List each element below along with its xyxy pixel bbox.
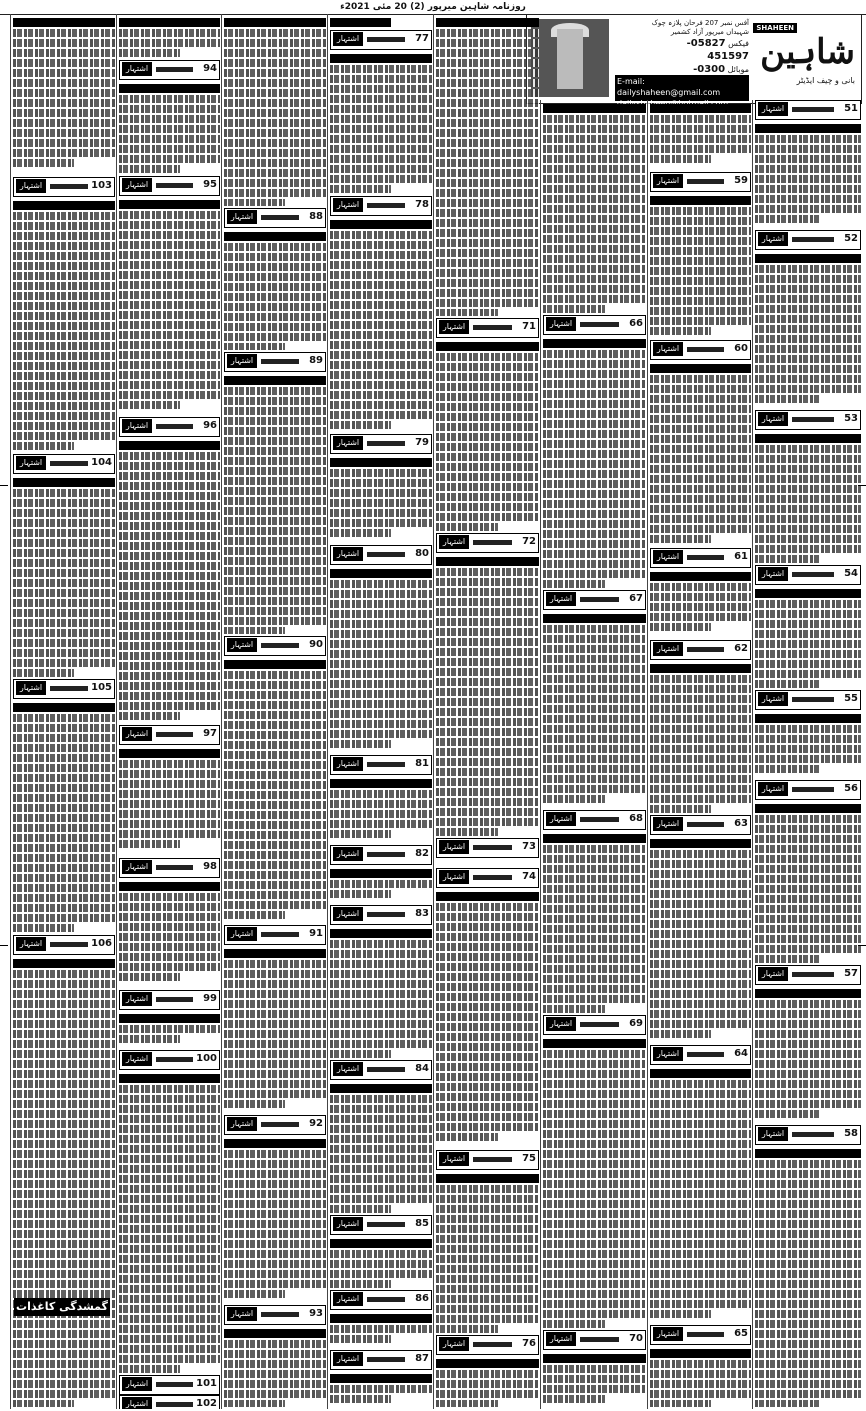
ad-number-box: [755, 230, 861, 250]
ad-number-box: [436, 1335, 539, 1355]
ad-number-box: [119, 176, 220, 196]
masthead: [526, 14, 862, 104]
ad-number-box: [543, 1015, 646, 1035]
ad-number-box: [224, 352, 326, 372]
ad-label: اشتہار: [333, 907, 363, 921]
ad-number: 54: [844, 568, 858, 579]
ad-label: اشتہار: [439, 1152, 469, 1166]
ad-text-block: [330, 456, 432, 543]
ad-number: 95: [203, 179, 217, 190]
ad-number-box: [436, 838, 539, 858]
ad-number-box: [543, 590, 646, 610]
ad-number-box: [650, 340, 751, 360]
ad-number-box: [755, 690, 861, 710]
ad-number: 66: [629, 318, 643, 329]
ad-text-block: [755, 1147, 861, 1407]
column-8: [10, 14, 117, 1409]
ad-number-box: [543, 1330, 646, 1350]
logo-title: شاہین: [760, 32, 855, 72]
ad-label: اشتہار: [333, 1352, 363, 1366]
ad-number-box: [755, 965, 861, 985]
ad-number: 81: [415, 758, 429, 769]
ad-number: 85: [415, 1218, 429, 1229]
ad-text-block: [650, 662, 751, 813]
ad-label: اشتہار: [333, 757, 363, 771]
ad-text-block: [650, 570, 751, 638]
ad-text-block: [755, 587, 861, 688]
ad-label: اشتہار: [333, 436, 363, 450]
ad-number: 53: [844, 413, 858, 424]
ad-number-box: [543, 810, 646, 830]
ad-number-box: [755, 1125, 861, 1145]
ad-text-block: [755, 712, 861, 778]
ad-text-block: [650, 102, 751, 170]
ad-number-box: [650, 548, 751, 568]
ad-text-block: [119, 82, 220, 174]
ad-label: اشتہار: [653, 1047, 683, 1061]
ad-label: اشتہار: [546, 592, 576, 606]
column-1: [752, 100, 863, 1409]
editor-line: بانی و چیف ایڈیٹر: [796, 76, 855, 85]
ad-label: اشتہار: [227, 638, 257, 652]
ad-text-block: [543, 832, 646, 1013]
ad-text-block: [650, 194, 751, 338]
ad-number-box: [650, 1325, 751, 1345]
ad-label: اشتہار: [122, 727, 152, 741]
ad-number-box: [436, 533, 539, 553]
ad-text-block: [436, 555, 539, 836]
ad-number-box: [119, 725, 220, 745]
ad-label: اشتہار: [333, 547, 363, 561]
ad-label: اشتہار: [758, 232, 788, 246]
ad-label: اشتہار: [758, 782, 788, 796]
ad-text-block: [650, 1347, 751, 1407]
ad-number: 65: [734, 1328, 748, 1339]
ad-number: 89: [309, 355, 323, 366]
ad-text-block: [13, 476, 115, 677]
cut-mark: [858, 485, 866, 486]
ad-number-box: [330, 196, 432, 216]
ad-number: 63: [734, 818, 748, 829]
ad-number: 84: [415, 1063, 429, 1074]
ad-number: 79: [415, 437, 429, 448]
ad-label: اشتہار: [439, 320, 469, 334]
ad-label: اشتہار: [758, 102, 788, 116]
office-address: آفس نمبر 207 فرحان پلازہ چوک شہیداں میرپور آزاد کشمیر: [651, 19, 749, 36]
column-6: [221, 14, 328, 1409]
ad-number: 106: [91, 938, 112, 949]
ad-number-box: [330, 1350, 432, 1370]
ad-number-box: [330, 434, 432, 454]
ad-text-block: [330, 218, 432, 432]
ad-number-box: [119, 1050, 220, 1070]
ad-text-block: [650, 837, 751, 1043]
ad-number: 59: [734, 175, 748, 186]
ad-text-block: [543, 102, 646, 313]
ad-text-block: [224, 16, 326, 206]
ad-text-block: [755, 802, 861, 963]
ad-number: 93: [309, 1308, 323, 1319]
ad-text-block: [755, 252, 861, 408]
ad-text-block: [330, 927, 432, 1058]
column-2: [647, 100, 753, 1409]
ad-label: اشتہار: [333, 847, 363, 861]
ad-number: 82: [415, 848, 429, 859]
ad-number: 83: [415, 908, 429, 919]
ad-number-box: [650, 172, 751, 192]
ad-number-box: [119, 417, 220, 437]
column-3: [540, 100, 648, 1409]
ad-number-box: [650, 1045, 751, 1065]
ad-number: 91: [309, 928, 323, 939]
ad-label: اشتہار: [653, 1327, 683, 1341]
ad-number: 99: [203, 993, 217, 1004]
ad-number: 86: [415, 1293, 429, 1304]
ad-label: اشتہار: [546, 1332, 576, 1346]
ad-label: اشتہار: [227, 354, 257, 368]
ad-label: اشتہار: [122, 992, 152, 1006]
ad-label: اشتہار: [122, 1377, 152, 1391]
logo: [753, 17, 859, 87]
ad-number: 75: [522, 1153, 536, 1164]
ad-text-block: [330, 16, 432, 28]
ad-number: 70: [629, 1333, 643, 1344]
ad-number-box: [330, 1290, 432, 1310]
ad-number: 64: [734, 1048, 748, 1059]
date-line: روزنامہ شاہین میرپور (2) 20 مئی 2021ء: [0, 0, 866, 15]
ad-text-block: [330, 1312, 432, 1348]
ad-text-block: [755, 987, 861, 1123]
logo-badge: SHAHEEN: [753, 23, 797, 33]
ad-number: 92: [309, 1118, 323, 1129]
ad-number-box: [330, 545, 432, 565]
ad-text-block: [119, 880, 220, 988]
ad-number-box: [119, 858, 220, 878]
ad-text-block: [119, 198, 220, 415]
ad-label: اشتہار: [546, 317, 576, 331]
ad-label: اشتہار: [653, 550, 683, 564]
ad-label: اشتہار: [439, 840, 469, 854]
monument-photo: [531, 19, 609, 97]
ad-number-box: [755, 565, 861, 585]
ad-label: اشتہار: [653, 342, 683, 356]
ad-label: اشتہار: [227, 927, 257, 941]
ad-label: اشتہار: [758, 412, 788, 426]
ad-number-box: [13, 679, 115, 699]
ad-text-block: [543, 1352, 646, 1407]
mobile-number: 0300-: [693, 64, 726, 75]
ad-number-box: [436, 1150, 539, 1170]
ad-number: 105: [91, 682, 112, 693]
ad-text-block: [13, 957, 115, 1407]
ad-number: 62: [734, 643, 748, 654]
ad-number-box: [119, 1375, 220, 1395]
ad-text-block: [436, 1357, 539, 1407]
ad-number: 73: [522, 841, 536, 852]
ad-label: اشتہار: [333, 198, 363, 212]
column-7: [116, 14, 222, 1409]
ad-number: 60: [734, 343, 748, 354]
ad-number: 56: [844, 783, 858, 794]
ad-number-box: [330, 1215, 432, 1235]
ad-text-block: [543, 612, 646, 808]
ad-label: اشتہار: [333, 1062, 363, 1076]
ad-label: اشتہار: [758, 567, 788, 581]
ad-label: اشتہار: [653, 174, 683, 188]
ad-number: 71: [522, 321, 536, 332]
ad-label: اشتہار: [122, 62, 152, 76]
ad-label: اشتہار: [653, 642, 683, 656]
ad-number-box: [224, 1115, 326, 1135]
ad-number-box: [224, 208, 326, 228]
ad-number: 103: [91, 180, 112, 191]
ad-number: 78: [415, 199, 429, 210]
ad-number: 67: [629, 593, 643, 604]
ad-text-block: [436, 340, 539, 531]
ad-label: اشتہار: [758, 967, 788, 981]
ad-label: اشتہار: [333, 1292, 363, 1306]
ad-label: اشتہار: [227, 1307, 257, 1321]
ad-number: 72: [522, 536, 536, 547]
ad-number-box: [224, 925, 326, 945]
ad-number: 77: [415, 33, 429, 44]
ad-text-block: [330, 1237, 432, 1288]
ad-number-box: [755, 410, 861, 430]
ad-label: اشتہار: [122, 1052, 152, 1066]
ad-text-block: [13, 199, 115, 452]
ad-label: اشتہار: [439, 535, 469, 549]
ad-text-block: [13, 16, 115, 175]
ad-number: 69: [629, 1018, 643, 1029]
ad-text-block: [119, 1072, 220, 1373]
ad-number-box: [224, 636, 326, 656]
email-1: dailyshaheen@gmail.com: [617, 88, 721, 97]
ad-label: اشتہار: [122, 178, 152, 192]
ad-number-box: [755, 100, 861, 120]
column-4: [433, 14, 541, 1409]
ad-label: اشتہار: [16, 456, 46, 470]
ad-number: 94: [203, 63, 217, 74]
ad-label: اشتہار: [16, 179, 46, 193]
ad-number: 100: [196, 1053, 217, 1064]
ad-number: 90: [309, 639, 323, 650]
ad-number-box: [330, 1060, 432, 1080]
ad-number: 88: [309, 211, 323, 222]
ad-number-box: [650, 815, 751, 835]
ad-label: اشتہار: [758, 1127, 788, 1141]
ad-text-block: [224, 374, 326, 634]
ad-text-block: [224, 947, 326, 1113]
ad-text-block: [436, 1172, 539, 1333]
ad-number: 80: [415, 548, 429, 559]
cut-mark: [0, 485, 8, 486]
ad-number-box: [330, 845, 432, 865]
ad-number: 58: [844, 1128, 858, 1139]
ad-text-block: [224, 230, 326, 350]
ad-text-block: [543, 337, 646, 588]
ad-text-block: [755, 122, 861, 228]
ad-number: 68: [629, 813, 643, 824]
ad-number: 57: [844, 968, 858, 979]
ad-number-box: [119, 60, 220, 80]
ad-number-box: [13, 935, 115, 955]
ad-text-block: [330, 777, 432, 843]
ad-text-block: [119, 1012, 220, 1048]
ad-number-box: [330, 30, 432, 50]
ad-text-block: [330, 1372, 432, 1407]
ad-text-block: [543, 1037, 646, 1328]
column-5: [327, 14, 434, 1409]
ad-number: 97: [203, 728, 217, 739]
fax-number: 05827-451597: [686, 38, 749, 62]
ad-label: اشتہار: [758, 692, 788, 706]
ad-number: 101: [196, 1378, 217, 1389]
ad-text-block: [755, 432, 861, 563]
ad-number: 104: [91, 457, 112, 468]
contact-block: آفس نمبر 207 فرحان پلازہ چوک شہیداں میرپور آزاد کشمیر فیکس 05827-451597 موبائل 0300-: [649, 19, 749, 89]
ad-number: 52: [844, 233, 858, 244]
ad-number-box: [119, 1395, 220, 1409]
ad-label: اشتہار: [546, 1017, 576, 1031]
ad-number-box: [436, 868, 539, 888]
ad-label: اشتہار: [546, 812, 576, 826]
ad-text-block: [436, 16, 539, 316]
ad-text-block: [650, 362, 751, 546]
ad-text-block: [330, 567, 432, 753]
ad-label: اشتہار: [333, 32, 363, 46]
ad-text-block: [224, 1327, 326, 1407]
ad-label: اشتہار: [122, 860, 152, 874]
email-box: E-mail: dailyshaheen@gmail.com: [615, 75, 749, 101]
ad-text-block: [224, 658, 326, 923]
ad-label: اشتہار: [122, 1397, 152, 1409]
ad-text-block: [119, 439, 220, 723]
ad-number-box: [13, 454, 115, 474]
ad-label: اشتہار: [16, 937, 46, 951]
ad-text-block: [330, 52, 432, 194]
ad-label: اشتہار: [439, 1337, 469, 1351]
ad-label: اشتہار: [227, 1117, 257, 1131]
ad-text-block: [119, 747, 220, 856]
ad-text-block: [330, 867, 432, 903]
ad-text-block: [13, 701, 115, 933]
ad-label: اشتہار: [227, 210, 257, 224]
ad-label: اشتہار: [653, 817, 683, 831]
ad-text-block: [436, 890, 539, 1148]
ad-text-block: [119, 16, 220, 58]
ad-number: 61: [734, 551, 748, 562]
ad-number-box: [13, 177, 115, 197]
ad-number: 87: [415, 1353, 429, 1364]
ad-text-block: [650, 1067, 751, 1323]
ad-number-box: [330, 755, 432, 775]
ad-number: 102: [196, 1398, 217, 1409]
cut-mark: [858, 945, 866, 946]
ad-label: اشتہار: [439, 870, 469, 884]
ad-number-box: [224, 1305, 326, 1325]
ad-number: 98: [203, 861, 217, 872]
ad-label: اشتہار: [333, 1217, 363, 1231]
ad-number-box: [650, 640, 751, 660]
ad-number: 96: [203, 420, 217, 431]
ad-text-block: [330, 1082, 432, 1213]
ad-text-block: [224, 1137, 326, 1303]
ad-number-box: [436, 318, 539, 338]
ad-number: 51: [844, 103, 858, 114]
ad-number: 55: [844, 693, 858, 704]
ad-number-box: [755, 780, 861, 800]
ad-number: 74: [522, 871, 536, 882]
ad-label: اشتہار: [16, 681, 46, 695]
ad-number-box: [330, 905, 432, 925]
ad-number-box: [543, 315, 646, 335]
ad-number-box: [119, 990, 220, 1010]
ad-label: اشتہار: [122, 419, 152, 433]
cut-mark: [0, 945, 8, 946]
notice-banner: گمشدگی کاغذات: [14, 1298, 110, 1316]
ad-number: 76: [522, 1338, 536, 1349]
